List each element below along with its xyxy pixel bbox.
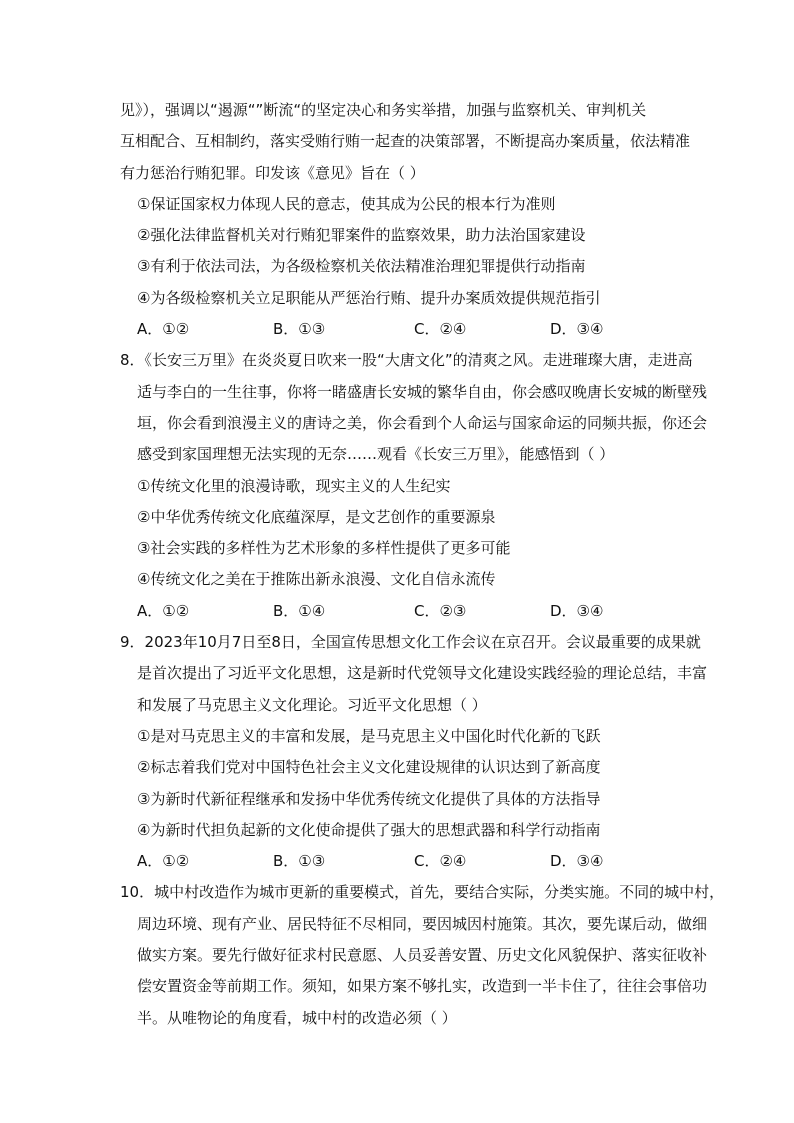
question-8-stem-line-2: 适与李白的一生往事，你将一睹盛唐长安城的繁华自由，你会感叹晚唐长安城的断壁残 [137, 382, 708, 401]
question-8-options [120, 596, 680, 627]
question-7-option-c: C．②④ [414, 320, 467, 339]
question-8-option-a: A．①② [137, 601, 190, 620]
question-7-statement-4: ④为各级检察机关立足职能从严惩治行贿、提升办案质效提供规范指引 [137, 288, 601, 307]
question-7-statement-2: ②强化法律监督机关对行贿犯罪案件的监察效果，助力法治国家建设 [137, 226, 586, 245]
question-8-stem-line-4: 感受到家国理想无法实现的无奈……观看《长安三万里》，能感悟到（ ） [137, 445, 615, 464]
question-8 [120, 345, 708, 627]
question-7-option-a: A．①② [137, 320, 190, 339]
question-8-statement-2: ②中华优秀传统文化底蕴深厚，是文艺创作的重要源泉 [137, 507, 496, 526]
question-9-option-d: D．③④ [550, 852, 604, 871]
question-7-option-d: D．③④ [550, 320, 604, 339]
question-9-statement-3: ③为新时代新征程继承和发扬中华优秀传统文化提供了具体的方法指导 [137, 789, 601, 808]
question-8-option-d: D．③④ [550, 601, 604, 620]
question-9-statement-1: ①是对马克思主义的丰富和发展，是马克思主义中国化时代化新的飞跃 [137, 726, 601, 745]
question-10 [120, 877, 725, 1033]
question-7-stem-line-3: 有力惩治行贿犯罪。印发该《意见》旨在（ ） [120, 163, 425, 182]
question-7-statement-1: ①保证国家权力体现人民的意志，使其成为公民的根本行为准则 [137, 194, 556, 213]
question-7-stem-line-1: 见》），强调以“遏源“”断流“的坚定决心和务实举措，加强与监察机关、审判机关 [120, 101, 647, 119]
question-9-option-a: A．①② [137, 852, 190, 871]
question-7-options [120, 314, 680, 345]
question-9-stem-line-2: 是首次提出了习近平文化思想，这是新时代党领导文化建设实践经验的理论总结，丰富 [137, 664, 708, 683]
question-9-stem-line-1: 9．2023年10月7日至8日，全国宣传思想文化工作会议在京召开。会议最重要的成果就 [120, 633, 701, 652]
question-8-stem-line-3: 垣，你会看到浪漫主义的唐诗之美，你会看到个人命运与国家命运的同频共振，你还会 [137, 413, 708, 432]
question-9-statement-2: ②标志着我们党对中国特色社会主义文化建设规律的认识达到了新高度 [137, 758, 601, 777]
question-8-option-c: C．②③ [414, 601, 467, 620]
question-9-options [120, 846, 680, 877]
question-8-statement-1: ①传统文化里的浪漫诗歌，现实主义的人生纪实 [137, 476, 451, 495]
question-10-stem-line-5: 半。从唯物论的角度看，城中村的改造必须（ ） [137, 1008, 457, 1027]
question-7-option-b: B．①③ [273, 320, 326, 339]
question-8-option-b: B．①④ [273, 601, 326, 620]
question-10-stem-line-2: 周边环境、现有产业、居民特征不尽相同，要因城因村施策。其次，要先谋后动，做细 [137, 914, 708, 933]
document-content [120, 95, 725, 1034]
question-7-statement-3: ③有利于依法司法，为各级检察机关依法精准治理犯罪提供行动指南 [137, 257, 586, 276]
question-10-stem-line-1: 10．城中村改造作为城市更新的重要模式，首先，要结合实际，分类实施。不同的城中村， [120, 883, 725, 902]
question-9-statement-4: ④为新时代担负起新的文化使命提供了强大的思想武器和科学行动指南 [137, 820, 601, 839]
question-7-stem-line-2: 互相配合、互相制约，落实受贿行贿一起查的决策部署，不断提高办案质量，依法精准 [120, 132, 691, 151]
question-8-statement-3: ③社会实践的多样性为艺术形象的多样性提供了更多可能 [137, 539, 511, 558]
question-10-stem-line-4: 偿安置资金等前期工作。须知，如果方案不够扎实，改造到一半卡住了，往往会事倍功 [137, 977, 708, 996]
question-8-statement-4: ④传统文化之美在于推陈出新永浪漫、文化自信永流传 [137, 570, 496, 589]
question-9 [120, 627, 708, 877]
question-7 [120, 95, 691, 345]
question-8-stem-line-1: 8．《长安三万里》在炎炎夏日吹来一股“大唐文化”的清爽之风。走进璀璨大唐，走进高 [120, 351, 693, 370]
question-9-option-b: B．①③ [273, 852, 326, 871]
question-10-stem-line-3: 做实方案。要先行做好征求村民意愿、人员妥善安置、历史文化风貌保护、落实征收补 [137, 946, 708, 965]
question-9-option-c: C．②④ [414, 852, 467, 871]
question-9-stem-line-3: 和发展了马克思主义文化理论。习近平文化思想（ ） [137, 695, 487, 714]
